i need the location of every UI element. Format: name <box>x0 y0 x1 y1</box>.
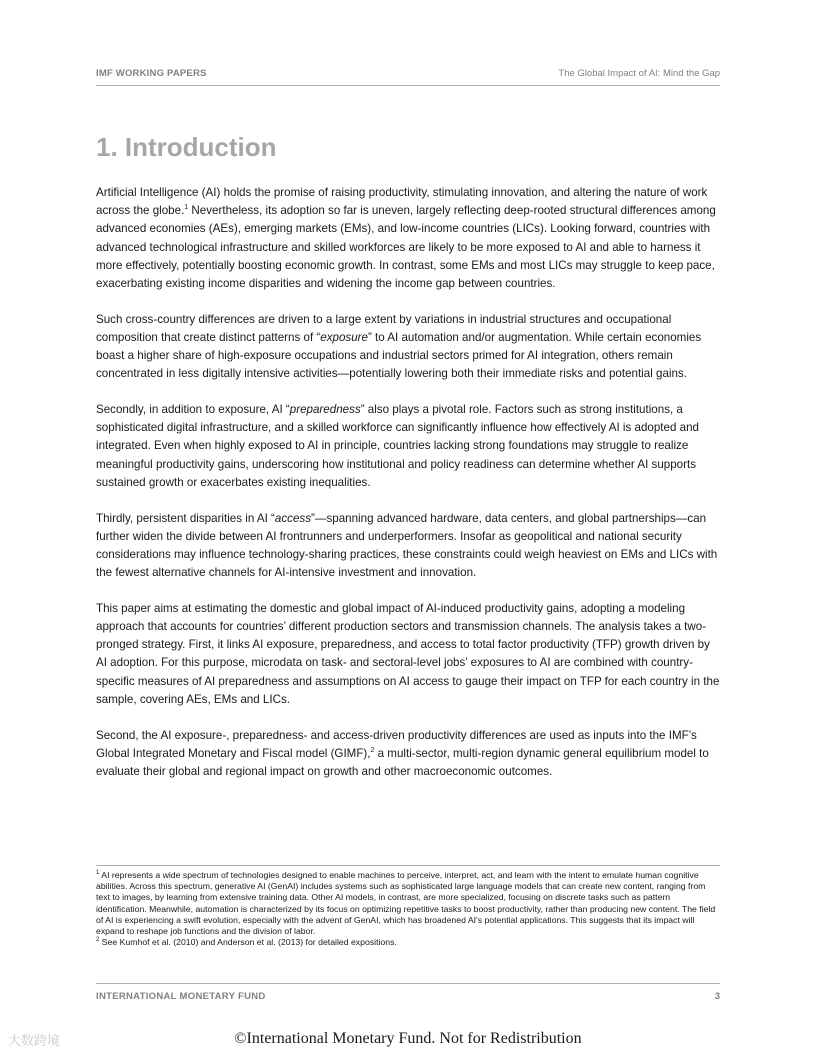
running-header-series: IMF WORKING PAPERS <box>96 68 207 79</box>
paragraph-1: Artificial Intelligence (AI) holds the promise of raising productivity, stimulating innovation, and altering the nature of work across the globe.$^1$ Nevertheless, its adoption so far is uneven, largely reflecting deep-rooted structural differences among advanced economies (AEs), emerging markets (EMs), and low-income countries (LICs). Looking forward, countries with advanced technological infrastructure and skilled workforces are likely to be more exposed to AI and able to harness it more effectively, potentially boosting economic growth. In contrast, some EMs and most LICs may struggle to keep pace, exacerbating existing income disparities and widening the income gap between countries. <box>96 186 716 291</box>
running-header-title: The Global Impact of AI: Mind the Gap <box>558 68 720 79</box>
footnote-ref-1[interactable]: 1 <box>184 204 189 212</box>
footer-divider <box>96 983 720 984</box>
paragraph-4: Thirdly, persistent disparities in AI “access”—spanning advanced hardware, data centers, and global partnerships—can further widen the divide between AI frontrunners and underperformers. Insofar as geopolitical and national security considerations may influence technology-sharing practices, these constraints could weigh heaviest on EMs and LICs with the fewest alternative channels for AI-intensive investment and innovation. <box>96 511 718 580</box>
emphasis-exposure: exposure <box>320 330 368 344</box>
footnotes <box>96 870 720 948</box>
paragraph-6: Second, the AI exposure-, preparedness- and access-driven productivity differences are used as inputs into the IMF’s Global Integrated Monetary and Fiscal model (GIMF),$^2$ a multi-sector, multi-region dynamic general equilibrium model to evaluate their global and regional impact on growth and other macroeconomic outcomes. <box>96 728 709 778</box>
footnote-2: $^2$ See Kumhof et al. (2010) and Anderson et al. (2013) for detailed expositions. <box>96 937 397 948</box>
page-number: 3 <box>714 991 720 1002</box>
footnote-ref-2[interactable]: 2 <box>370 746 375 754</box>
header-divider <box>96 85 720 86</box>
footnote-divider <box>96 865 720 866</box>
footnote-1: $^1$ AI represents a wide spectrum of technologies designed to enable machines to perceive, interpret, act, and learn with the intent to emulate human cognitive abilities. Across this spectrum, generative AI (GenAI) includes systems such as sophisticated large language models that can create new content, ranging from text to images, by learning from extensive training data. Other AI models, in contrast, are more specialized, focusing on discrete tasks such as pattern identification. Meanwhile, automation is characterized by its focus on optimizing repetitive tasks to boost productivity, rather than producing new content. The field of AI is experiencing a swift evolution, especially with the advent of GenAI, which has broadened AI's potential applications. This suggests that its impact will expand to reshape job functions and the division of labor. <box>96 870 716 937</box>
paragraph-5: This paper aims at estimating the domestic and global impact of AI-induced productivity gains, adopting a modeling approach that accounts for countries’ different production sectors and transmission channels. The analysis takes a two-pronged strategy. First, it links AI exposure, preparedness, and access to total factor productivity (TFP) growth driven by AI adoption. For this purpose, microdata on task- and sectoral-level jobs’ exposures to AI are combined with country-specific measures of AI preparedness and assumptions on AI access to gauge their impact on TFP for each country in the sample, covering AEs, EMs and LICs. <box>96 601 720 706</box>
section-title: 1. Introduction <box>96 132 277 162</box>
emphasis-preparedness: preparedness <box>289 403 361 417</box>
footer-organization: INTERNATIONAL MONETARY FUND <box>96 991 266 1002</box>
paragraph-3: Secondly, in addition to exposure, AI “preparedness” also plays a pivotal role. Factors such as strong institutions, a sophisticated digital infrastructure, and a skilled workforce can significantly influence how effectively AI is adopted and integrated. Even when highly exposed to AI in principle, countries lacking strong foundations may struggle to realize meaningful productivity gains, underscoring how institutional and policy readiness can determine whether AI supports sustained growth or exacerbates existing inequalities. <box>96 403 699 489</box>
paragraph-2: Such cross-country differences are driven to a large extent by variations in industrial structures and occupational composition that create distinct patterns of “exposure” to AI automation and/or augmentation. While certain economies boast a higher share of high-exposure occupations and industrial sectors primed for AI integration, others remain concentrated in less digitally intensive activities—potentially lowering both their immediate risks and potential gains. <box>96 312 702 381</box>
watermark-logo: 大数跨境 <box>8 1033 61 1048</box>
body-text <box>96 184 722 799</box>
copyright-notice: ©International Monetary Fund. Not for Redistribution <box>234 1030 582 1047</box>
emphasis-access: access <box>274 511 312 525</box>
